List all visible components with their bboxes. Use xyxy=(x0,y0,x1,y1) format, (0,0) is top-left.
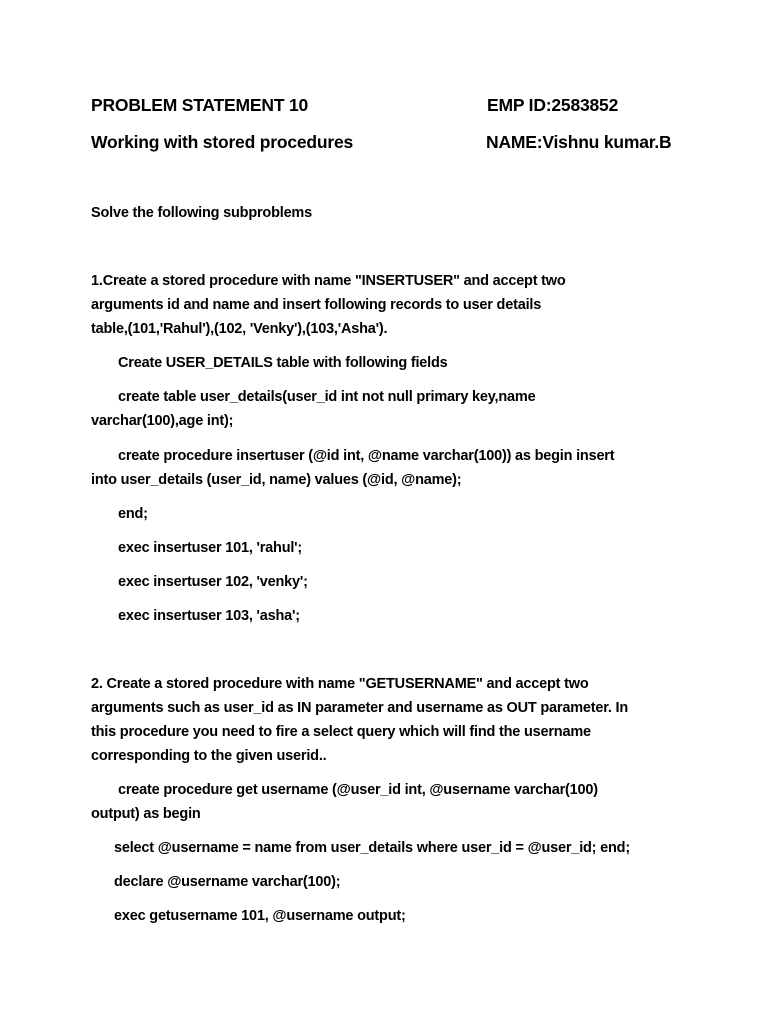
exec-statement: exec insertuser 101, 'rahul'; xyxy=(118,540,303,556)
create-proc-line: create procedure insertuser (@id int, @name varchar(100)) as begin insert xyxy=(118,448,615,464)
create-table-line: varchar(100),age int); xyxy=(91,413,234,429)
end-statement: end; xyxy=(118,506,148,522)
create-proc-line: output) as begin xyxy=(91,806,201,822)
employee-name: NAME:Vishnu kumar.B xyxy=(486,132,672,152)
create-proc-line: create procedure get username (@user_id int, @username varchar(100) xyxy=(118,782,598,798)
problem2-line: arguments such as user_id as IN parameter and username as OUT parameter. In xyxy=(91,700,629,716)
problem2-line: corresponding to the given userid.. xyxy=(91,748,327,764)
problem1-line: arguments id and name and insert following records to user details xyxy=(91,297,542,313)
problem2-line: 2. Create a stored procedure with name "GETUSERNAME" and accept two xyxy=(91,676,589,692)
problem1-line: table,(101,'Rahul'),(102, 'Venky'),(103,'Asha'). xyxy=(91,321,388,337)
create-table-line: create table user_details(user_id int not null primary key,name xyxy=(118,389,536,405)
problem1-line: 1.Create a stored procedure with name "INSERTUSER" and accept two xyxy=(91,273,566,289)
declare-statement: declare @username varchar(100); xyxy=(114,874,341,890)
emp-id: EMP ID:2583852 xyxy=(487,95,619,115)
intro-text: Solve the following subproblems xyxy=(91,205,312,221)
exec-statement: exec insertuser 103, 'asha'; xyxy=(118,608,300,624)
problem2-line: this procedure you need to fire a select query which will find the username xyxy=(91,724,591,740)
select-statement: select @username = name from user_details where user_id = @user_id; end; xyxy=(114,840,630,856)
create-fields-text: Create USER_DETAILS table with following fields xyxy=(118,355,448,371)
problem-statement-title: PROBLEM STATEMENT 10 xyxy=(91,95,309,115)
create-proc-line: into user_details (user_id, name) values (@id, @name); xyxy=(91,472,462,488)
exec-statement: exec insertuser 102, 'venky'; xyxy=(118,574,308,590)
exec-statement: exec getusername 101, @username output; xyxy=(114,908,406,924)
document-subtitle: Working with stored procedures xyxy=(91,132,354,152)
